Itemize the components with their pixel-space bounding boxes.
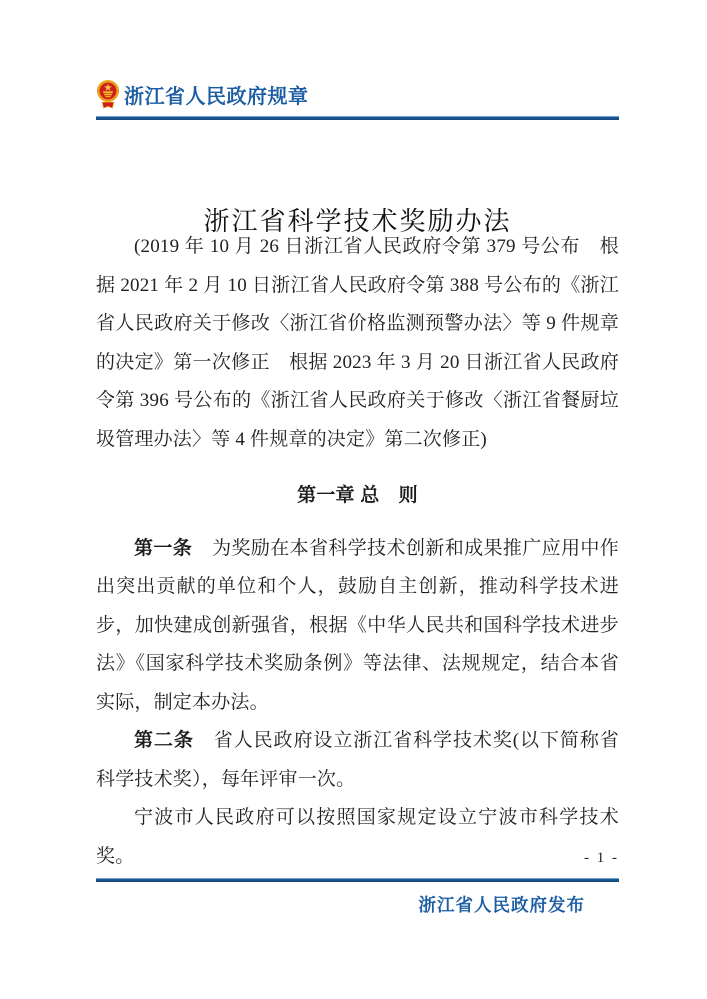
- publisher-label: 浙江省人民政府发布: [418, 895, 585, 915]
- article-1-paragraph: [96, 530, 619, 723]
- article-2-text: 省人民政府设立浙江省科学技术奖(以下简称省科学技术奖），每年评审一次。: [96, 730, 619, 790]
- preamble-paragraph: [96, 228, 619, 459]
- document-title: 浙江省科学技术奖励办法: [203, 207, 512, 237]
- article-2-label: 第二条: [134, 730, 194, 751]
- page-header: [96, 78, 619, 110]
- preamble-text: (2019 年 10 月 26 日浙江省人民政府令第 379 号公布 根据 2021 年 2 月 10 日浙江省人民政府令第 388 号公布的《浙江省人民政府关于修改〈浙江省价格监测预警办法〉等 9 件规章的决定》第一次修正 根据 2023 年 3 月 20 日浙江省人民政府令第 396 号公布的《浙江省人民政府关于修改〈浙江省餐厨垃圾管理办法〉等 4 件规章的决定》第二次修正): [96, 236, 619, 450]
- page-number: - 1 -: [584, 850, 619, 866]
- header-divider-line: [96, 116, 619, 120]
- header-title: 浙江省人民政府规章: [124, 85, 309, 108]
- footer-divider-line: [96, 878, 619, 882]
- article-2-second-text: 宁波市人民政府可以按照国家规定设立宁波市科学技术奖。: [96, 807, 619, 867]
- document-body: [96, 228, 619, 876]
- chapter-heading: 第一章 总 则: [297, 485, 418, 506]
- national-emblem-icon: [96, 79, 120, 109]
- article-1-label: 第一条: [134, 537, 193, 559]
- article-2-paragraph: [96, 722, 619, 799]
- article-1-text: 为奖励在本省科学技术创新和成果推广应用中作出突出贡献的单位和个人，鼓励自主创新，推动科学技术进步，加快建成创新强省，根据《中华人民共和国科学技术进步法》《国家科学技术奖励条例》等法律、法规规定，结合本省实际，制定本办法。: [96, 537, 619, 713]
